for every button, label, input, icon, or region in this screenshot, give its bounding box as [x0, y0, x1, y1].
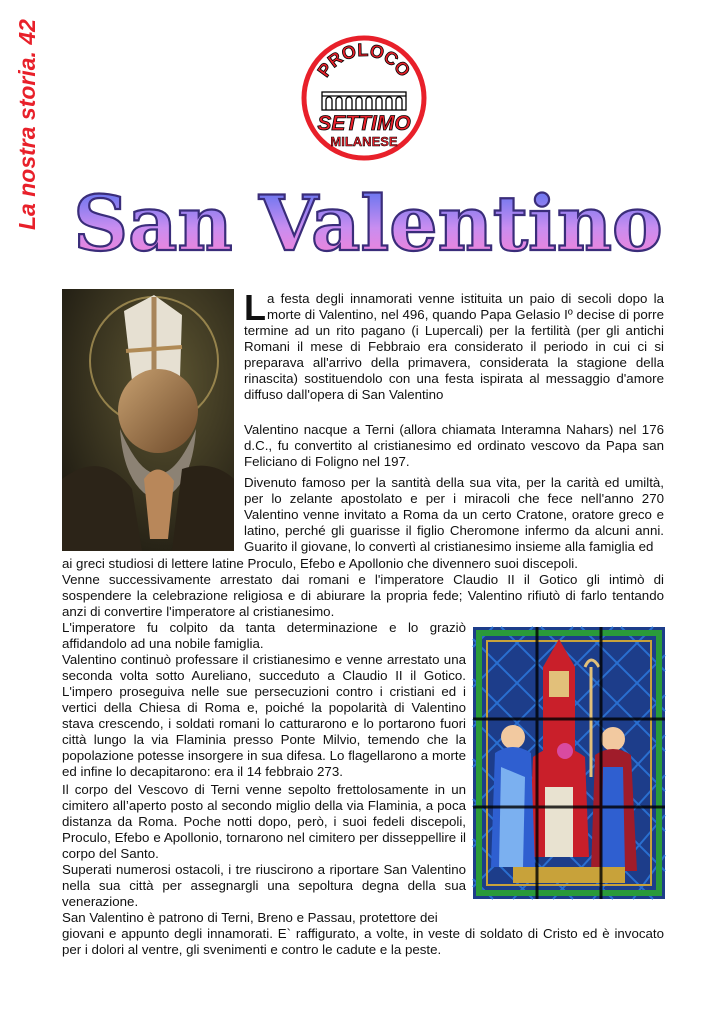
paragraph-arrest: Venne successivamente arrestato dai romani e l'imperatore Claudio II il Gotico gli intimò di sospendere la celebrazione religiosa e di abiurare la propria fede; Valentino rifiutò di farlo tentando anzi di convertire l'imperatore al cristianesimo.: [62, 572, 664, 619]
drop-cap: L: [244, 287, 266, 328]
paragraph-patron: San Valentino è patrono di Terni, Breno e Passau, protettore dei: [62, 910, 438, 925]
paragraph-martyrdom: Valentino continuò professare il cristianesimo e venne arrestato una seconda volta sotto Aureliano, succeduto a Claudio II il Gotico. L'impero proseguiva nelle sue persecuzioni contro i cristiani ed i vertici della Chiesa di Roma e, poiché la popolarità di Valentino stava crescendo, i soldati romani lo catturarono e lo portarono fuori città lungo la via Flaminia presso Ponte Milvio, temendo che la popolazione potesse insorgere in sua difesa. Lo flagellarono a morte ed infine lo decapitarono: era il 14 febbraio 273.: [62, 652, 466, 779]
paragraph-fame: Divenuto famoso per la santità della sua vita, per la carità ed umiltà, per lo zelante apostolato e per i miracoli che fece nell'anno 270 Valentino venne invitato a Roma da un certo Cratone, oratore greco e latino, perché gli guarisse il figlio Cheromone infermo da alcuni anni. Guarito il giovane, lo convertì al cristianesimo insieme alla famiglia ed: [244, 475, 664, 554]
series-title: La nostra storia. 42: [14, 19, 40, 230]
paragraph-pardon: L'imperatore fu colpito da tanta determinazione e lo graziò affidandolo ad una nobile famiglia.: [62, 620, 466, 651]
saint-portrait-image: [62, 289, 234, 551]
logo-middle-text: SETTIMO: [317, 112, 411, 135]
paragraph-disciples: ai greci studiosi di lettere latine Proculo, Efebo e Apollonio che divennero suoi discepoli.: [62, 556, 578, 571]
logo-bottom-text: MILANESE: [330, 134, 398, 149]
paragraph-invocation: giovani e appunto degli innamorati. E` raffigurato, a volte, in veste di soldato di Cristo ed è invocato per i dolori al ventre, gli svenimenti e contro le cadute e la peste.: [62, 926, 664, 957]
logo-top-text: PROLOCO: [313, 39, 415, 81]
svg-text:San Valentino: San Valentino: [73, 179, 663, 268]
paragraph-return: Superati numerosi ostacoli, i tre riuscirono a riportare San Valentino nella sua città per assegnargli una sepoltura degna della sua venerazione.: [62, 862, 466, 909]
stained-glass-image: [473, 627, 665, 899]
paragraph-burial: Il corpo del Vescovo di Terni venne sepolto frettolosamente in un cimitero all’aperto posto al secondo miglio della via Flaminia, a poca distanza da Roma. Poche notti dopo, però, i suoi fedeli discepoli, Proculo, Efebo e Apollonio, tornarono nel cimitero per disseppellire il corpo del Santo.: [62, 782, 466, 861]
intro-paragraph: La festa degli innamorati venne istituita un paio di secoli dopo la morte di Valentino, nel 496, quando Papa Gelasio Iº decise di porre termine ad un rito pagano (i Lupercali) per la fertilità (per gli antichi Romani il mese di Febbraio era considerato il periodo in cui ci si preparava all'arrivo della primavera, considerata la stagione della rinascita) sostituendolo con una festa ispirata al messaggio d'amore diffuso dall'opera di San Valentino: [244, 287, 664, 402]
paragraph-birth: Valentino nacque a Terni (allora chiamata Interamna Nahars) nel 176 d.C., fu convertito al cristianesimo ed ordinato vescovo da Papa san Feliciano di Foligno nel 197.: [244, 422, 664, 469]
main-title: [73, 172, 663, 272]
proloco-logo: [300, 34, 428, 162]
